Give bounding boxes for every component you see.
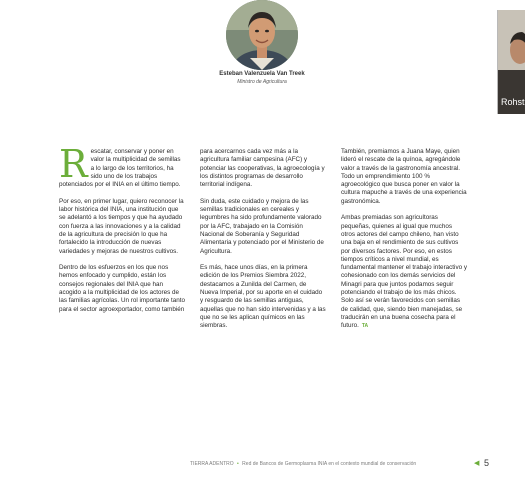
end-mark-logo: TA [361,323,369,330]
paragraph-text: escatar, conservar y poner en valor la multiplicidad de semillas a lo largo de los territorios, ha sido uno de los trabajos potenciados por el INIA en el último tiempo. [59,148,181,189]
page-footer [190,461,416,467]
article-paragraph [59,142,185,189]
article-paragraph: Es más, hace unos días, en la primera edición de los Premios Siembra 2022, destacamos a Zunilda del Carmen, de Nueva Imperial, por su aporte en el cuidado y resguardo de las semillas antiguas, aquellas que no han sido intervenidas y a las que no se les aplican químicos en las siembras. [200,264,326,330]
article-column-2 [200,148,326,339]
article-paragraph: Sin duda, este cuidado y mejora de las semillas tradicionales en cereales y legumbres ha sido profundamente valorado por la AFC, trabajado en la Comisión Nacional de Soberanía y Seguridad Alimentaria y potenciado por el Ministerio de Agricultura. [200,197,324,255]
footer-publication: TIERRA ADENTRO [190,461,234,467]
footer-separator: • [237,461,239,467]
footer-section: Red de Bancos de Germoplasma INIA en el contexto mundial de conservación [242,461,417,467]
drop-cap: R [59,142,88,186]
article-paragraph: para acercarnos cada vez más a la agricultura familiar campesina (AFC) y potenciar las cooperativas, la agroecología y los distintos programas de desarrollo territorial indígena. [200,148,325,189]
previous-page-arrow-icon[interactable]: ◀ [474,460,480,467]
article-paragraph: Dentro de los esfuerzos en los que nos hemos enfocado y cumplido, están los consejos regionales del INIA que han acogido a la multiplicidad de los actores de las familias agrícolas. Un rol importante tanto para el sector agroexportador, como también [59,264,185,313]
article-paragraph: También, premiamos a Juana Maye, quien lideró el rescate de la quínoa, agregándole valor a través de la gastronomía ancestral. Todo un emprendimiento 100 % agroecológico que busca poner en valor la cultura mapuche a través de una experiencia gastronómica. [341,148,467,205]
article-paragraph [341,214,467,330]
video-participant-label: Rohst [501,97,525,107]
paragraph-text: Ambas premiadas son agricultoras pequeñas, quienes al igual que muchos otros actores del campo chileno, han visto una baja en el rendimiento de sus cultivos por diversos factores. Por eso, en estos tiempos críticos a nivel mundial, es fundamental mantener el trabajo interactivo y cohesionado con los demás servicios del Minagri para que juntos podamos seguir potenciando el trabajo de los más chicos. Solo así se verán favorecidos con semillas de calidad, que, siendo bien manejadas, se traducirán en una buena cosecha para el futuro. [341,214,468,330]
page-number: 5 [484,458,490,468]
article-paragraph: Por eso, en primer lugar, quiero reconocer la labor histórica del INIA, una institución que se adelantó a los tiempos y que ha ayudado con fuerza a las innovaciones y a la calidad de la agricultura de precisión lo que ha fortalecido la introducción de nuevas variedades y mejoras de nuestros cultivos. [59,197,184,255]
article-column-1 [59,142,185,322]
author-name: Esteban Valenzuela Van Treek [219,71,305,77]
author-portrait [226,0,298,70]
author-portrait-image [226,0,298,70]
article-column-3 [341,148,467,339]
author-role: Ministro de Agricultura [237,79,287,85]
